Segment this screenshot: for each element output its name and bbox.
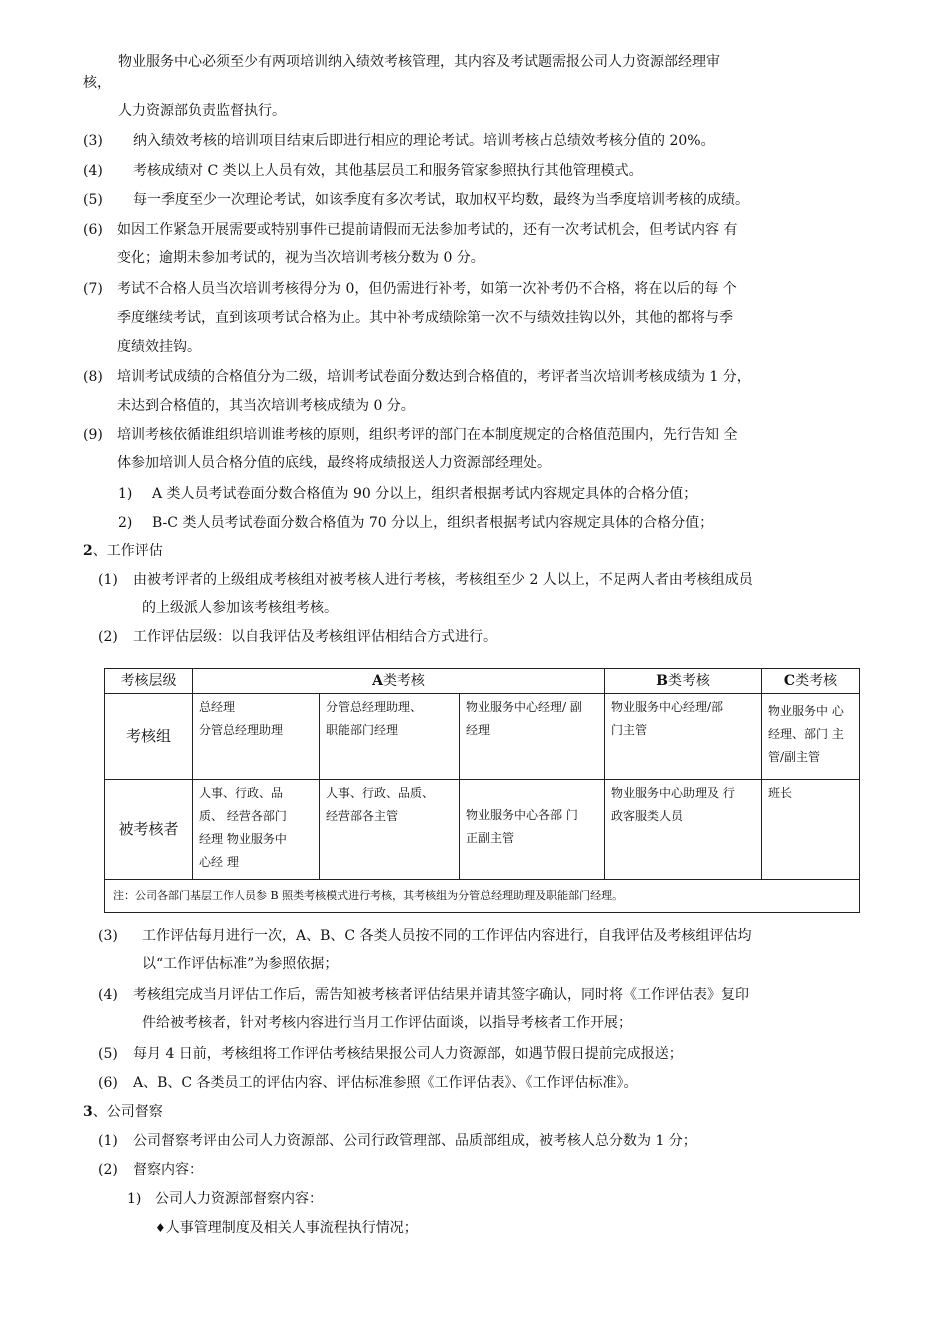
item-number: (7) <box>83 281 103 297</box>
item-text: 督察内容： <box>133 1162 203 1178</box>
table-cell: 物业服务中心各部 门 正副主管 <box>460 780 605 880</box>
table-cell: 人事、行政、品 质、 经营各部门 经理 物业服务中 心经 理 <box>193 780 320 880</box>
item-text: 每一季度至少一次理论考试，如该季度有多次考试，取加权平均数，最终为当季度培训考核的成绩。 <box>133 192 749 208</box>
header-c-class: C类考核 <box>762 669 860 694</box>
item-number: (4) <box>83 163 103 179</box>
table-cell: 总经理 分管总经理助理 <box>193 694 320 780</box>
item-text: 每月 4 日前，考核组将工作评估考核结果报公司人力资源部，如遇节假日提前完成报送； <box>133 1046 683 1062</box>
item-text: 由被考评者的上级组成考核组对被考核人进行考核，考核组至少 2 人以上，不足两人者由考核组成员 <box>133 572 753 588</box>
assessment-level-table <box>104 668 860 913</box>
item-number: (3) <box>98 928 118 944</box>
section-number: 3 <box>83 1104 93 1120</box>
row-label: 考核组 <box>105 694 193 780</box>
table-note: 注：公司各部门基层工作人员参 B 照类考核模式进行考核，其考核组为分管总经理助理及职能部门经理。 <box>105 880 860 913</box>
subitem-number: 2) <box>118 515 133 531</box>
item-text: 度绩效挂钩。 <box>117 339 201 355</box>
subitem-text: 公司人力资源部督察内容： <box>155 1191 323 1207</box>
item-number: (3) <box>83 133 103 149</box>
section-heading-work-evaluation <box>83 541 163 561</box>
item-text: 培训考核依循谁组织培训谁考核的原则，组织考评的部门在本制度规定的合格值范围内，先行告知 全 <box>117 427 738 443</box>
diamond-bullet-icon: ♦ <box>155 1221 166 1235</box>
subitem-text: A 类人员考试卷面分数合格值为 90 分以上，组织者根据考试内容规定具体的合格分值； <box>152 486 698 502</box>
table-header-row <box>105 669 860 694</box>
item-number: (5) <box>83 192 103 208</box>
item-text: 未达到合格值的，其当次培训考核成绩为 0 分。 <box>117 398 415 414</box>
item-number: (1) <box>98 1133 118 1149</box>
header-a-class: A类考核 <box>193 669 605 694</box>
item-text: 以“工作评估标准”为参照依据； <box>142 956 339 972</box>
item-number: (6) <box>83 222 103 238</box>
table-cell: 人事、行政、品质、 经营部各主管 <box>320 780 460 880</box>
section-title: 、公司督察 <box>92 1104 163 1120</box>
bullet-item <box>155 1218 418 1238</box>
item-number: (6) <box>98 1075 118 1091</box>
table-cell: 物业服务中心助理及 行 政客服类人员 <box>605 780 762 880</box>
item-number: (8) <box>83 369 103 385</box>
section-number: 2 <box>83 543 93 559</box>
header-b-class: B类考核 <box>605 669 762 694</box>
table-row-assessee <box>105 780 860 880</box>
item-text: 变化；逾期未参加考试的，视为当次培训考核分数为 0 分。 <box>117 250 485 266</box>
table-row-assessment-group <box>105 694 860 780</box>
item-text: 工作评估层级：以自我评估及考核组评估相结合方式进行。 <box>133 629 497 645</box>
item-text: 考核组完成当月评估工作后，需告知被考核者评估结果并请其签字确认，同时将《工作评估表》复印 <box>133 987 749 1003</box>
table-cell: 物业服务中 心 经理、部门 主 管/副主管 <box>762 694 860 780</box>
intro-line-2: 核， <box>83 75 111 91</box>
item-number: (4) <box>98 987 118 1003</box>
item-text: 考试不合格人员当次培训考核得分为 0，但仍需进行补考，如第一次补考仍不合格，将在以后的每 个 <box>117 281 737 297</box>
item-text: 件给被考核者，针对考核内容进行当月工作评估面谈，以指导考核者工作开展； <box>142 1015 632 1031</box>
table-note-row <box>105 880 860 913</box>
table-cell: 物业服务中心经理/ 副 经理 <box>460 694 605 780</box>
table-cell: 物业服务中心经理/部 门主管 <box>605 694 762 780</box>
bullet-text: 人事管理制度及相关人事流程执行情况； <box>165 1220 418 1236</box>
item-text: 工作评估每月进行一次，A、B、C 各类人员按不同的工作评估内容进行，自我评估及考核组评估均 <box>142 928 752 944</box>
item-number: (2) <box>98 1162 118 1178</box>
item-text: 的上级派人参加该考核组考核。 <box>142 600 338 616</box>
item-text: 公司督察考评由公司人力资源部、公司行政管理部、品质部组成，被考核人总分数为 1 分； <box>133 1133 697 1149</box>
table-cell: 分管总经理助理、 职能部门经理 <box>320 694 460 780</box>
item-number: (1) <box>98 572 118 588</box>
table-cell: 班长 <box>762 780 860 880</box>
subitem-text: B-C 类人员考试卷面分数合格值为 70 分以上，组织者根据考试内容规定具体的合格分值； <box>152 515 714 531</box>
item-text: 培训考试成绩的合格值分为二级，培训考试卷面分数达到合格值的，考评者当次培训考核成绩为 1 分， <box>117 369 751 385</box>
section-title: 、工作评估 <box>92 543 163 559</box>
item-number: (9) <box>83 427 103 443</box>
item-text: 考核成绩对 C 类以上人员有效，其他基层员工和服务管家参照执行其他管理模式。 <box>133 163 643 179</box>
intro-line-3: 人力资源部负责监督执行。 <box>118 103 286 119</box>
item-number: (2) <box>98 629 118 645</box>
header-level: 考核层级 <box>105 669 193 694</box>
intro-line-1: 物业服务中心必须至少有两项培训纳入绩效考核管理，其内容及考试题需报公司人力资源部经理审 <box>118 54 720 70</box>
section-heading-company-supervision <box>83 1102 163 1122</box>
item-number: (5) <box>98 1046 118 1062</box>
item-text: 纳入绩效考核的培训项目结束后即进行相应的理论考试。培训考核占总绩效考核分值的 20%。 <box>133 133 715 149</box>
subitem-number: 1) <box>127 1191 142 1207</box>
item-text: 如因工作紧急开展需要或特别事件已提前请假而无法参加考试的，还有一次考试机会，但考试内容 有 <box>117 222 738 238</box>
subitem-number: 1) <box>118 486 133 502</box>
item-text: A、B、C 各类员工的评估内容、评估标准参照《工作评估表》、《工作评估标准》。 <box>133 1075 638 1091</box>
item-text: 季度继续考试，直到该项考试合格为止。其中补考成绩除第一次不与绩效挂钩以外，其他的都将与季 <box>117 310 733 326</box>
item-text: 体参加培训人员合格分值的底线，最终将成绩报送人力资源部经理处。 <box>117 455 551 471</box>
row-label: 被考核者 <box>105 780 193 880</box>
